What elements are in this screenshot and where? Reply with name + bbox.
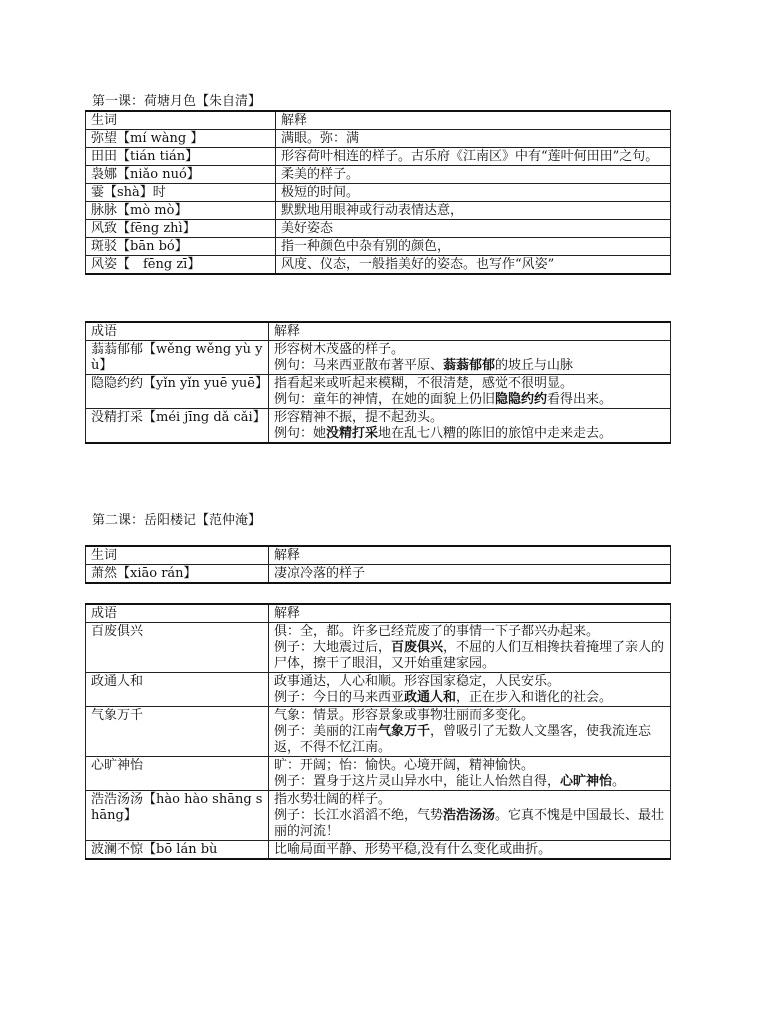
table-row: [86, 375, 671, 409]
example-text: 例句：她: [274, 426, 327, 441]
vocab-word: 风致【fēng zhì】: [86, 220, 276, 238]
idiom-meaning: 旷：开阔；怡：愉快。心境开阔，精神愉快。: [274, 758, 535, 773]
example-text: ，曾吸引了无数人文墨客，使我流连忘返，不得不忆江南。: [274, 724, 652, 755]
idiom-example: [274, 690, 665, 706]
example-text: 例子：长江水滔滔不绝，气势: [274, 808, 444, 823]
example-highlight: 隐隐约约: [495, 392, 548, 407]
idiom-word: 百废俱兴: [86, 623, 269, 673]
example-text: 。: [612, 774, 626, 789]
vocab-meaning: 风度、仪态，一般指美好的姿态。也写作“风姿”: [276, 256, 671, 275]
example-text: 的坡丘与山脉: [495, 358, 574, 373]
table-header-row: [86, 546, 671, 565]
table-row: [86, 238, 671, 256]
lesson1-idiom-table: [85, 321, 671, 444]
table-row: [86, 202, 671, 220]
col-header-meaning: 解释: [276, 111, 671, 130]
col-header-word: 生词: [86, 111, 276, 130]
vocab-meaning: 形容荷叶相连的样子。古乐府《江南区》中有“莲叶何田田”之句。: [276, 148, 671, 166]
table-row: [86, 184, 671, 202]
example-text: 例句：童年的神情，在她的面貌上仍旧: [274, 392, 496, 407]
idiom-explanation: [269, 375, 671, 409]
idiom-meaning: 指看起来或听起来模糊，不很清楚，感觉不很明显。: [274, 376, 574, 391]
vocab-word: 风姿【 fēng zī】: [86, 256, 276, 275]
idiom-explanation: [269, 791, 671, 841]
example-highlight: 气象万千: [378, 724, 431, 739]
idiom-example: [274, 358, 665, 374]
example-text: 。它真不愧是中国最长、最壮丽的河流！: [274, 808, 665, 839]
vocab-word: 脉脉【mò mò】: [86, 202, 276, 220]
col-header-idiom: 成语: [86, 604, 269, 623]
idiom-example: [274, 392, 665, 408]
example-text: 看得出来。: [547, 392, 613, 407]
example-highlight: 没精打采: [326, 426, 379, 441]
idiom-explanation: [269, 757, 671, 791]
example-text: 例句：马来西亚散布著平原、: [274, 358, 444, 373]
idiom-word: 没精打采【méi jīng dǎ cǎi】: [86, 409, 269, 444]
vocab-meaning: 凄凉冷落的样子: [269, 565, 671, 584]
vocab-meaning: 满眼。弥：满: [276, 130, 671, 148]
table-row: [86, 256, 671, 275]
idiom-word: 浩浩汤汤【hào hào shāng shāng】: [86, 791, 269, 841]
idiom-meaning: 气象：情景。形容景象或事物壮丽而多变化。: [274, 708, 535, 723]
example-highlight: 浩浩汤汤: [443, 808, 496, 823]
idiom-meaning: 政事通达，人心和顺。形容国家稳定，人民安乐。: [274, 674, 561, 689]
idiom-meaning: 比喻局面平静、形势平稳,没有什么变化或曲折。: [269, 841, 671, 860]
vocab-word: 弥望【mí wàng 】: [86, 130, 276, 148]
table-header-row: [86, 111, 671, 130]
table-row: [86, 707, 671, 757]
vocab-meaning: 默默地用眼神或行动表情达意，: [276, 202, 671, 220]
idiom-meaning: 形容树木茂盛的样子。: [274, 342, 405, 357]
idiom-meaning: 指水势壮阔的样子。: [274, 792, 392, 807]
vocab-meaning: 极短的时间。: [276, 184, 671, 202]
lesson2-vocab-table: [85, 545, 671, 584]
example-text: ，不屈的人们互相搀扶着掩埋了亲人的尸体，擦干了眼泪，又开始重建家园。: [274, 640, 665, 671]
idiom-explanation: [269, 409, 671, 444]
idiom-example: [274, 724, 665, 756]
idiom-word: 政通人和: [86, 673, 269, 707]
idiom-meaning: 俱：全，都。许多已经荒废了的事情一下子都兴办起来。: [274, 624, 600, 639]
table-row: [86, 220, 671, 238]
idiom-word: 波澜不惊【bō lán bù: [86, 841, 269, 860]
idiom-example: [274, 426, 665, 442]
table-header-row: [86, 604, 671, 623]
lesson2-idiom-table: [85, 603, 671, 860]
idiom-example: [274, 774, 665, 790]
example-text: 例子：置身于这片灵山异水中，能让人怡然自得，: [274, 774, 561, 789]
vocab-meaning: 指一种颜色中杂有别的颜色，: [276, 238, 671, 256]
table-row: [86, 166, 671, 184]
table-row: [86, 623, 671, 673]
vocab-meaning: 美好姿态: [276, 220, 671, 238]
example-text: 例子：美丽的江南: [274, 724, 379, 739]
table-row: [86, 341, 671, 375]
example-text: ，正在步入和谐化的社会。: [456, 690, 613, 705]
idiom-example: [274, 808, 665, 840]
example-text: 例子：今日的马来西亚: [274, 690, 405, 705]
vocab-word: 霎【shà】时: [86, 184, 276, 202]
idiom-word: 气象万千: [86, 707, 269, 757]
lesson1-vocab-table: [85, 110, 671, 275]
col-header-idiom: 成语: [86, 322, 269, 341]
idiom-word: 心旷神怡: [86, 757, 269, 791]
idiom-explanation: [269, 673, 671, 707]
vocab-word: 袅娜【niǎo nuó】: [86, 166, 276, 184]
idiom-explanation: [269, 341, 671, 375]
idiom-explanation: [269, 707, 671, 757]
example-highlight: 心旷神怡: [560, 774, 613, 789]
example-highlight: 政通人和: [404, 690, 457, 705]
table-row: [86, 409, 671, 444]
table-row: [86, 757, 671, 791]
table-row: [86, 841, 671, 860]
idiom-meaning: 形容精神不振，提不起劲头。: [274, 410, 444, 425]
idiom-word: 蓊蓊郁郁【wěng wěng yù yù】: [86, 341, 269, 375]
table-row: [86, 130, 671, 148]
idiom-word: 隐隐约约【yǐn yǐn yuē yuē】: [86, 375, 269, 409]
example-text: 地在乱七八糟的陈旧的旅馆中走来走去。: [378, 426, 613, 441]
example-highlight: 百废俱兴: [391, 640, 444, 655]
vocab-meaning: 柔美的样子。: [276, 166, 671, 184]
vocab-word: 斑驳【bān bó】: [86, 238, 276, 256]
example-text: 例子：大地震过后，: [274, 640, 392, 655]
idiom-explanation: [269, 623, 671, 673]
table-row: [86, 673, 671, 707]
col-header-meaning: 解释: [269, 322, 671, 341]
example-highlight: 蓊蓊郁郁: [443, 358, 496, 373]
vocab-word: 田田【tián tián】: [86, 148, 276, 166]
table-row: [86, 148, 671, 166]
lesson2-title: 第二课：岳阳楼记【范仲淹】: [92, 513, 262, 528]
table-row: [86, 565, 671, 584]
table-header-row: [86, 322, 671, 341]
col-header-meaning: 解释: [269, 604, 671, 623]
idiom-example: [274, 640, 665, 672]
table-row: [86, 791, 671, 841]
col-header-meaning: 解释: [269, 546, 671, 565]
vocab-word: 萧然【xiāo rán】: [86, 565, 269, 584]
col-header-word: 生词: [86, 546, 269, 565]
lesson1-title: 第一课：荷塘月色【朱自清】: [92, 94, 262, 109]
